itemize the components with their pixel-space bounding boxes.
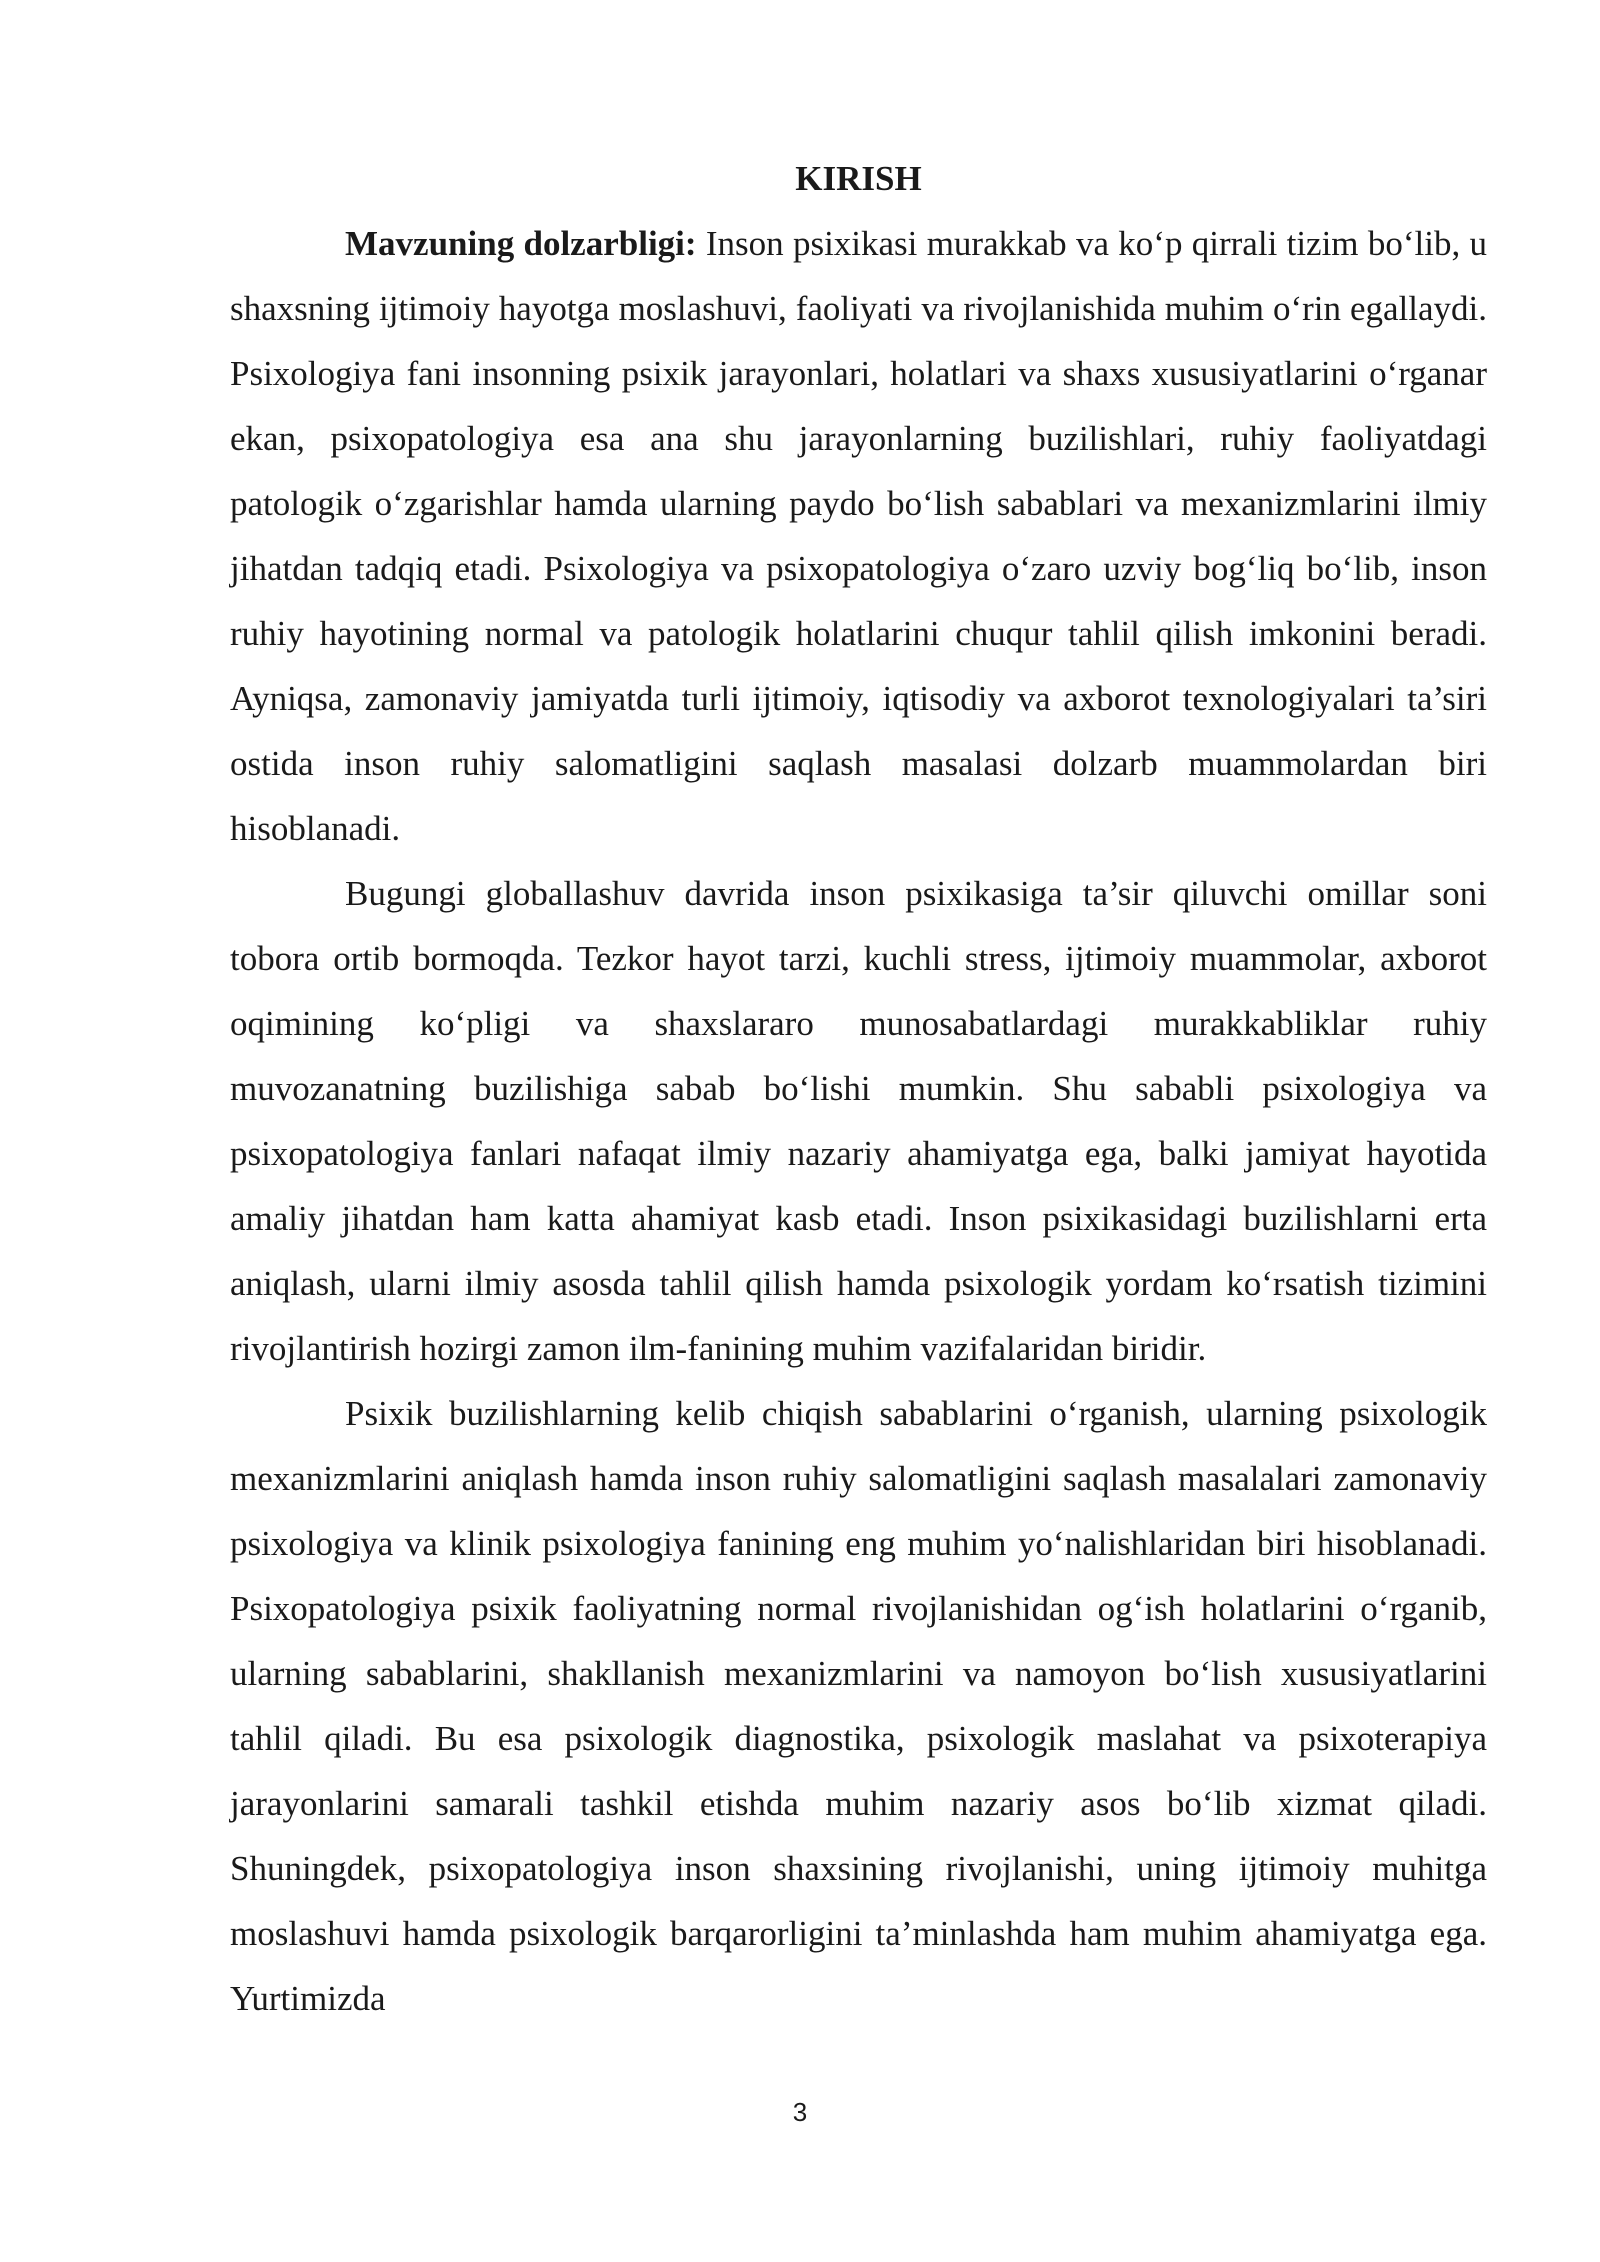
paragraph-text: Psixik buzilishlarning kelib chiqish sabablarini o‘rganish, ularning psixologik mexanizmlarini aniqlash hamda inson ruhiy salomatligini saqlash masalalari zamonaviy psixologiya va klinik psixologiya fanining eng muhim yo‘nalishlaridan biri hisoblanadi. Psixopatologiya psixik faoliyatning normal rivojlanishidan og‘ish holatlarini o‘rganib, ularning sabablarini, shakllanish mexanizmlarini va namoyon bo‘lish xususiyatlarini tahlil qiladi. Bu esa psixologik diagnostika, psixologik maslahat va psixoterapiya jarayonlarini samarali tashkil etishda muhim nazariy asos bo‘lib xizmat qiladi. Shuningdek, psixopatologiya inson shaxsining rivojlanishi, uning ijtimoiy muhitga moslashuvi hamda psixologik barqarorligini ta’minlashda ham muhim ahamiyatga ega. Yurtimizda xyxy=(230,1394,1487,2018)
paragraph-3 xyxy=(230,1381,1487,2031)
page-body xyxy=(230,146,1487,2031)
page-heading: KIRISH xyxy=(795,159,922,198)
paragraph-lead: Mavzuning dolzarbligi: xyxy=(345,224,697,263)
page-number: 3 xyxy=(792,2097,808,2127)
paragraph-text: Bugungi globallashuv davrida inson psixikasiga ta’sir qiluvchi omillar soni tobora ortib bormoqda. Tezkor hayot tarzi, kuchli stress, ijtimoiy muammolar, axborot oqimining ko‘pligi va shaxslararo munosabatlardagi murakkabliklar ruhiy muvozanatning buzilishiga sabab bo‘lishi mumkin. Shu sababli psixologiya va psixopatologiya fanlari nafaqat ilmiy nazariy ahamiyatga ega, balki jamiyat hayotida amaliy jihatdan ham katta ahamiyat kasb etadi. Inson psixikasidagi buzilishlarni erta aniqlash, ularni ilmiy asosda tahlil qilish hamda psixologik yordam ko‘rsatish tizimini rivojlantirish hozirgi zamon ilm-fanining muhim vazifalaridan biridir. xyxy=(230,874,1487,1368)
paragraph-2 xyxy=(230,861,1487,1381)
paragraph-text: Inson psixikasi murakkab va ko‘p qirrali tizim bo‘lib, u shaxsning ijtimoiy hayotga moslashuvi, faoliyati va rivojlanishida muhim o‘rin egallaydi. Psixologiya fani insonning psixik jarayonlari, holatlari va shaxs xususiyatlarini o‘rganar ekan, psixopatologiya esa ana shu jarayonlarning buzilishlari, ruhiy faoliyatdagi patologik o‘zgarishlar hamda ularning paydo bo‘lish sabablari va mexanizmlarini ilmiy jihatdan tadqiq etadi. Psixologiya va psixopatologiya o‘zaro uzviy bog‘liq bo‘lib, inson ruhiy hayotining normal va patologik holatlarini chuqur tahlil qilish imkonini beradi. Ayniqsa, zamonaviy jamiyatda turli ijtimoiy, iqtisodiy va axborot texnologiyalari ta’siri ostida inson ruhiy salomatligini saqlash masalasi dolzarb muammolardan biri hisoblanadi. xyxy=(230,224,1487,848)
paragraph-1 xyxy=(230,211,1487,861)
